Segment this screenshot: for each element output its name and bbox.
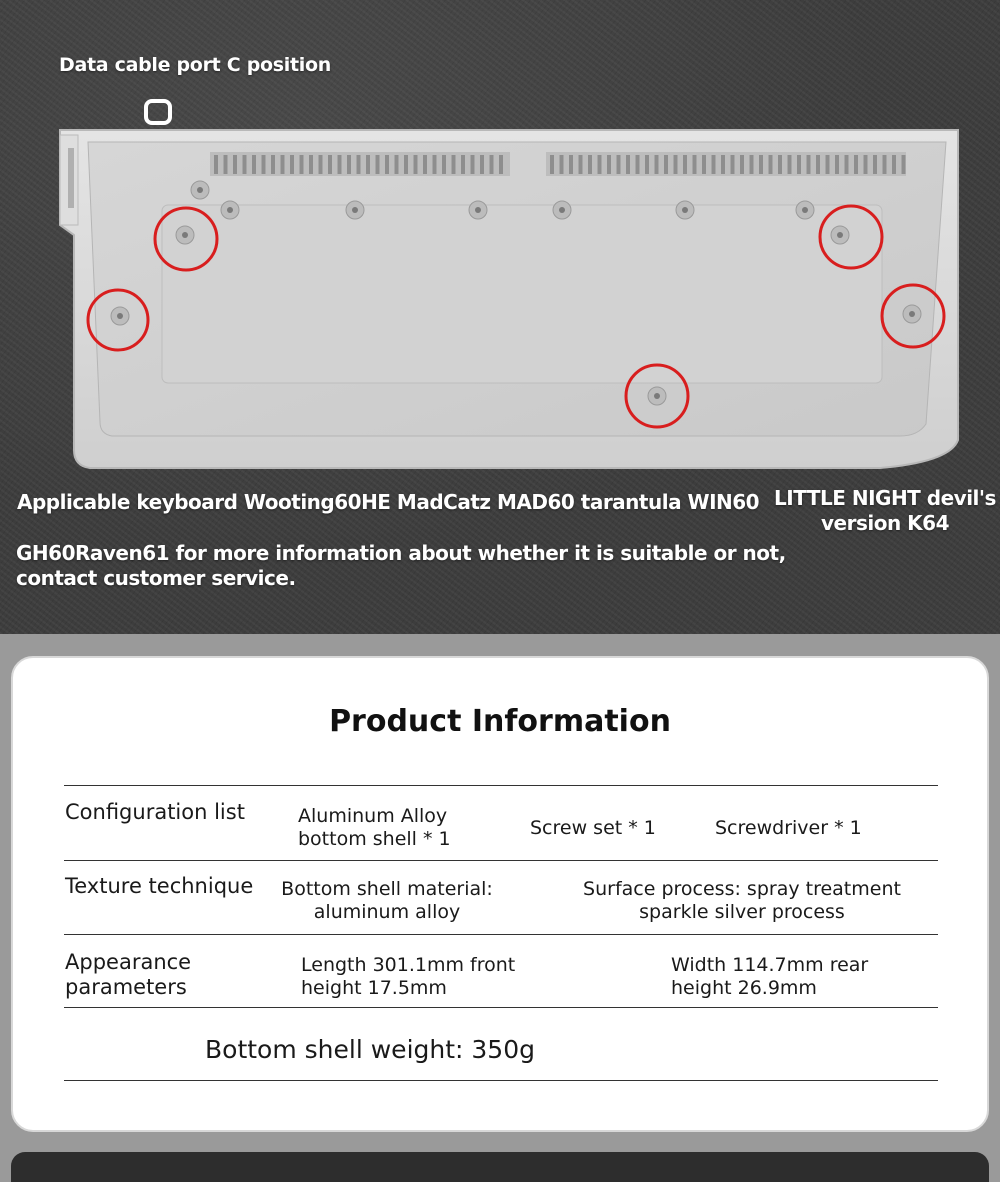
- standoff: [191, 181, 209, 199]
- vent-slot: [797, 155, 801, 174]
- vent-slot: [442, 155, 446, 174]
- vent-slot: [214, 155, 218, 174]
- vent-slot: [490, 155, 494, 174]
- vent-slot: [902, 155, 906, 174]
- vent-slot: [721, 155, 725, 174]
- vent-slot: [683, 155, 687, 174]
- vent-slot: [854, 155, 858, 174]
- vent-slot: [233, 155, 237, 174]
- vent-slot: [788, 155, 792, 174]
- vent-slot: [588, 155, 592, 174]
- vent-slot: [579, 155, 583, 174]
- table-divider: [64, 934, 938, 935]
- standoff: [676, 201, 694, 219]
- vent-slot: [759, 155, 763, 174]
- row-label-texture: Texture technique: [65, 874, 254, 898]
- vent-slot: [433, 155, 437, 174]
- vent-slot: [626, 155, 630, 174]
- vent-slot: [750, 155, 754, 174]
- vent-slot: [807, 155, 811, 174]
- vent-slot: [712, 155, 716, 174]
- vent-slot: [892, 155, 896, 174]
- vent-slot: [702, 155, 706, 174]
- vent-slot: [664, 155, 668, 174]
- vent-slot: [693, 155, 697, 174]
- vent-slot: [357, 155, 361, 174]
- next-section-edge: [11, 1152, 989, 1182]
- vent-slot: [252, 155, 256, 174]
- table-divider: [64, 1080, 938, 1081]
- standoff: [469, 201, 487, 219]
- product-info-title: Product Information: [329, 704, 671, 739]
- appearance-length: Length 301.1mm front height 17.5mm: [301, 954, 516, 999]
- vent-slot: [347, 155, 351, 174]
- vent-slot: [598, 155, 602, 174]
- compatibility-text-line1: Applicable keyboard Wooting60HE MadCatz MAD60 tarantula WIN60: [17, 490, 760, 514]
- vent-slot: [300, 155, 304, 174]
- table-divider: [64, 1007, 938, 1008]
- case-vent-grille: [210, 152, 906, 176]
- vent-slot: [499, 155, 503, 174]
- vent-slot: [290, 155, 294, 174]
- texture-surface-process: Surface process: spray treatment sparkle silver process: [583, 878, 901, 923]
- vent-slot: [414, 155, 418, 174]
- vent-slot: [224, 155, 228, 174]
- vent-slot: [569, 155, 573, 174]
- config-item-bottom-shell: Aluminum Alloy bottom shell * 1: [298, 805, 451, 850]
- vent-slot: [655, 155, 659, 174]
- standoff: [796, 201, 814, 219]
- vent-slot: [309, 155, 313, 174]
- vent-slot: [826, 155, 830, 174]
- vent-slot: [740, 155, 744, 174]
- row-label-configuration: Configuration list: [65, 800, 245, 824]
- bottom-shell-weight: Bottom shell weight: 350g: [205, 1035, 535, 1064]
- vent-slot: [328, 155, 332, 174]
- vent-slot: [617, 155, 621, 174]
- vent-slot: [835, 155, 839, 174]
- standoff: [903, 305, 921, 323]
- port-position-marker: [144, 99, 172, 125]
- vent-slot: [243, 155, 247, 174]
- standoff: [176, 226, 194, 244]
- vent-slot: [271, 155, 275, 174]
- vent-slot: [376, 155, 380, 174]
- vent-slot: [864, 155, 868, 174]
- standoff: [831, 226, 849, 244]
- standoff: [346, 201, 364, 219]
- vent-slot: [816, 155, 820, 174]
- vent-slot: [480, 155, 484, 174]
- compatibility-text-right: LITTLE NIGHT devil's version K64: [774, 486, 996, 535]
- config-item-screw-set: Screw set * 1: [530, 817, 656, 839]
- vent-slot: [319, 155, 323, 174]
- port-position-label: Data cable port C position: [59, 54, 331, 76]
- standoff: [553, 201, 571, 219]
- standoff: [111, 307, 129, 325]
- vent-slot: [404, 155, 408, 174]
- vent-slot: [338, 155, 342, 174]
- vent-slot: [607, 155, 611, 174]
- compatibility-text-line2: GH60Raven61 for more information about whether it is suitable or not, contact customer service.: [16, 541, 786, 590]
- vent-slot: [873, 155, 877, 174]
- standoff: [221, 201, 239, 219]
- standoff: [648, 387, 666, 405]
- vent-slot: [636, 155, 640, 174]
- vent-slot: [461, 155, 465, 174]
- vent-slot: [385, 155, 389, 174]
- vent-slot: [366, 155, 370, 174]
- vent-slot: [423, 155, 427, 174]
- table-divider: [64, 785, 938, 786]
- vent-slot: [262, 155, 266, 174]
- config-item-screwdriver: Screwdriver * 1: [715, 817, 862, 839]
- texture-material: Bottom shell material: aluminum alloy: [281, 878, 493, 923]
- vent-slot: [845, 155, 849, 174]
- table-divider: [64, 860, 938, 861]
- vent-slot: [674, 155, 678, 174]
- vent-slot: [471, 155, 475, 174]
- vent-slot: [452, 155, 456, 174]
- vent-slot: [560, 155, 564, 174]
- vent-slot: [645, 155, 649, 174]
- vent-slot: [769, 155, 773, 174]
- vent-slot: [883, 155, 887, 174]
- vent-slot: [778, 155, 782, 174]
- vent-slot: [395, 155, 399, 174]
- vent-slot: [731, 155, 735, 174]
- row-label-appearance: Appearance parameters: [65, 950, 192, 999]
- case-plate-recess: [162, 205, 882, 383]
- vent-slot: [281, 155, 285, 174]
- appearance-width: Width 114.7mm rear height 26.9mm: [671, 954, 869, 999]
- vent-slot: [550, 155, 554, 174]
